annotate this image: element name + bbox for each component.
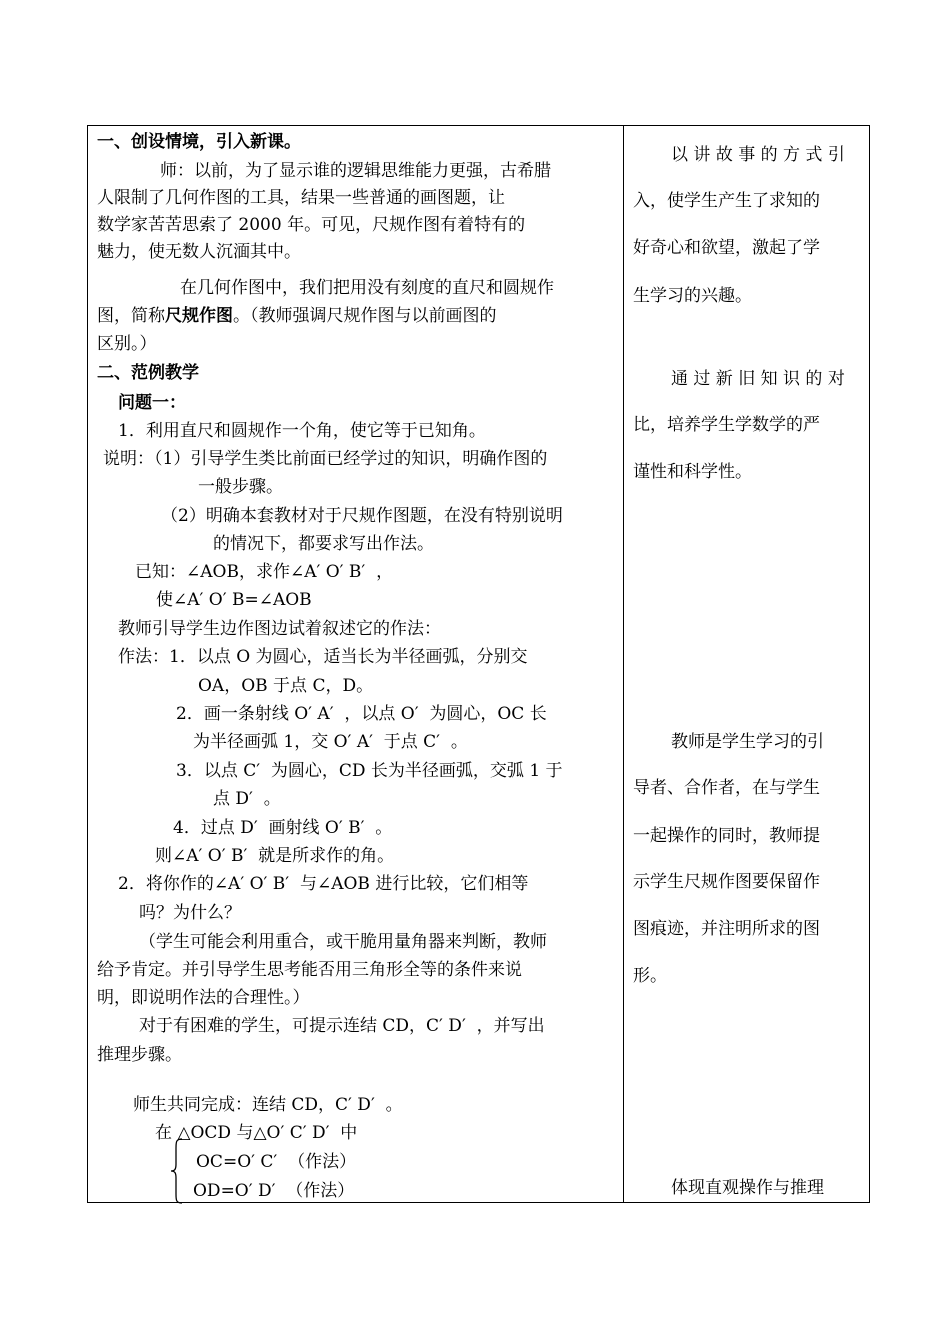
note-line: 导者、合作者，在与学生	[633, 778, 820, 798]
text-line: 则∠A′ O′ B′ 就是所求作的角。	[155, 846, 395, 866]
text-line: 教师引导学生边作图边试着叙述它的作法：	[118, 619, 441, 639]
text-line: 师生共同完成：连结 CD，C′ D′ 。	[133, 1095, 403, 1115]
note-line: 教师是学生学习的引	[671, 732, 824, 752]
text-line: （学生可能会利用重合，或干脆用量角器来判断，教师	[139, 932, 547, 952]
text-line: OC=O′ C′ （作法）	[196, 1152, 357, 1172]
text-line: OA，OB 于点 C，D。	[198, 676, 374, 696]
text-line: 说明：（1）引导学生类比前面已经学过的知识，明确作图的	[103, 449, 548, 469]
text-line: 明，即说明作法的合理性。）	[97, 988, 310, 1008]
text-line: 2．画一条射线 O′ A′ ，以点 O′ 为圆心，OC 长	[176, 704, 547, 724]
note-line: 好奇心和欲望，激起了学	[633, 238, 820, 258]
text-line: 吗？为什么？	[139, 903, 241, 923]
note-line: 图痕迹，并注明所求的图	[633, 919, 820, 939]
text-line: 给予肯定。并引导学生思考能否用三角形全等的条件来说	[97, 960, 522, 980]
text-line: 一般步骤。	[198, 477, 283, 497]
text-line: 人限制了几何作图的工具，结果一些普通的画图题，让	[97, 188, 505, 208]
text-line: 师：以前，为了显示谁的逻辑思维能力更强，古希腊	[160, 161, 551, 181]
text-line: 点 D′ 。	[213, 789, 281, 809]
note-line: 示学生尺规作图要保留作	[633, 872, 820, 892]
text-line: 使∠A′ O′ B=∠AOB	[156, 590, 312, 610]
text-line	[97, 305, 497, 327]
text-line: 已知：∠AOB，求作∠A′ O′ B′ ，	[135, 562, 394, 582]
question-heading: 问题一：	[118, 393, 186, 413]
text-line: 3．以点 C′ 为圆心，CD 长为半径画弧，交弧 1 于	[176, 761, 563, 781]
text-line: OD=O′ D′ （作法）	[193, 1181, 355, 1201]
note-line: 通 过 新 旧 知 识 的 对	[671, 369, 845, 389]
text-line: 1．利用直尺和圆规作一个角，使它等于已知角。	[118, 421, 486, 441]
text-line: 2．将你作的∠A′ O′ B′ 与∠AOB 进行比较，它们相等	[118, 874, 529, 894]
note-line: 体现直观操作与推理	[671, 1178, 824, 1198]
curly-brace-icon	[170, 1138, 184, 1204]
text-line: 魅力，使无数人沉湎其中。	[97, 242, 301, 262]
text-line: 4．过点 D′ 画射线 O′ B′ 。	[173, 818, 393, 838]
note-line: 入，使学生产生了求知的	[633, 191, 820, 211]
text-line: 推理步骤。	[97, 1045, 182, 1065]
column-divider	[623, 126, 624, 1202]
notes-column	[633, 0, 861, 1342]
section-heading-2: 二、范例教学	[97, 363, 199, 383]
text-segment: 图，简称	[97, 306, 165, 326]
text-line: 数学家苦苦思索了 2000 年。可见，尺规作图有着特有的	[97, 215, 526, 235]
note-line: 谨性和科学性。	[633, 462, 752, 482]
note-line: 以 讲 故 事 的 方 式 引	[671, 145, 845, 165]
text-line: 为半径画弧 1，交 O′ A′ 于点 C′ 。	[193, 732, 468, 752]
text-line: 作法：1．以点 O 为圆心，适当长为半径画弧，分别交	[118, 647, 528, 667]
text-line: 区别。）	[97, 334, 157, 354]
text-segment: 。（教师强调尺规作图与以前画图的	[233, 306, 497, 326]
note-line: 形。	[633, 966, 667, 986]
note-line: 一起操作的同时，教师提	[633, 826, 820, 846]
text-line: （2）明确本套教材对于尺规作图题，在没有特别说明	[161, 506, 563, 526]
emphasis-term: 尺规作图	[165, 306, 233, 326]
text-line: 的情况下，都要求写出作法。	[213, 534, 434, 554]
note-line: 比，培养学生学数学的严	[633, 415, 820, 435]
text-line: 在 △OCD 与△O′ C′ D′ 中	[155, 1123, 358, 1143]
note-line: 生学习的兴趣。	[633, 286, 752, 306]
text-line: 在几何作图中，我们把用没有刻度的直尺和圆规作	[180, 278, 554, 298]
section-heading-1: 一、创设情境，引入新课。	[97, 132, 301, 152]
text-line: 对于有困难的学生，可提示连结 CD，C′ D′ ，并写出	[139, 1016, 545, 1036]
